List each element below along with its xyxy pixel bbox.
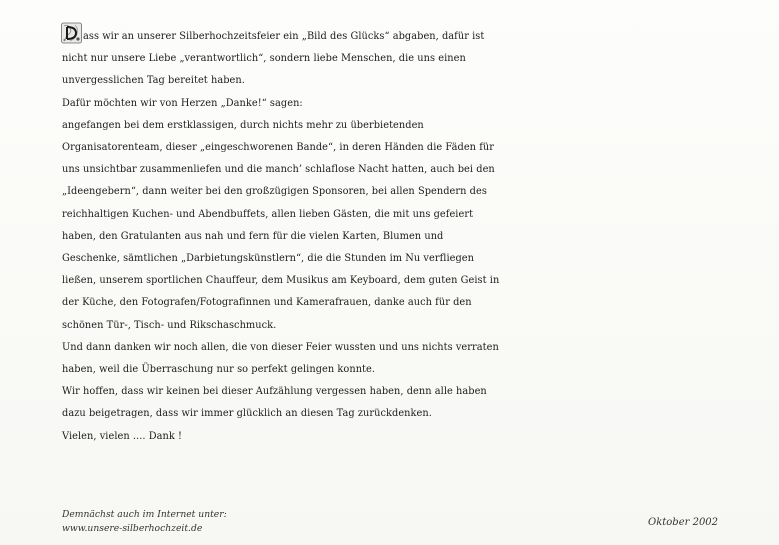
letter-line-17: Wir hoffen, dass wir keinen bei dieser Aufzählung vergessen haben, denn alle haben — [62, 386, 487, 398]
letter-line-6: Organisatorenteam, dieser „eingeschworenen Bande“, in deren Händen die Fäden für — [62, 142, 494, 154]
letter-line-18: dazu beigetragen, dass wir immer glücklich an diesen Tag zurückdenken. — [62, 408, 432, 420]
letter-line-1 — [62, 22, 774, 48]
letter-line-1-text: ass wir an unserer Silberhochzeitsfeier ein „Bild des Glücks“ abgaben, dafür ist — [83, 31, 485, 42]
internet-label: Demnächst auch im Internet unter: — [62, 509, 227, 520]
letter-line-19: Vielen, vielen .... Dank ! — [62, 430, 182, 442]
letter-line-2: nicht nur unsere Liebe „verantwortlich“, sondern liebe Menschen, die uns einen — [62, 53, 466, 65]
letter-line-15: Und dann danken wir noch allen, die von dieser Feier wussten und uns nichts verraten — [62, 341, 499, 353]
footer-internet-note — [62, 508, 227, 536]
letter-line-11: Geschenke, sämtlichen „Darbietungskünstlern“, die die Stunden im Nu verfliegen — [62, 253, 475, 265]
letter-line-8: „Ideengebern“, dann weiter bei den großzügigen Sponsoren, bei allen Spendern des — [62, 186, 487, 198]
letter-line-7: uns unsichtbar zusammenliefen und die manch’ schlaflose Nacht hatten, auch bei den — [62, 164, 495, 176]
letter-line-16: haben, weil die Überraschung nur so perfekt gelingen konnte. — [62, 364, 376, 376]
website-url[interactable]: www.unsere-silberhochzeit.de — [62, 523, 203, 534]
letter-line-3: unvergesslichen Tag bereitet haben. — [62, 75, 245, 87]
letter-line-9: reichhaltigen Kuchen- und Abendbuffets, allen lieben Gästen, die mit uns gefeiert — [62, 208, 474, 220]
thank-you-letter — [62, 22, 774, 448]
letter-line-12: ließen, unserem sportlichen Chauffeur, dem Musikus am Keyboard, dem guten Geist in — [62, 275, 500, 287]
letter-line-4: Dafür möchten wir von Herzen „Danke!“ sagen: — [62, 97, 303, 109]
ornamental-d-dropcap-icon — [61, 22, 82, 44]
letter-line-13: der Küche, den Fotografen/Fotografinnen und Kamerafrauen, danke auch für den — [62, 297, 472, 309]
letter-line-10: haben, den Gratulanten aus nah und fern für die vielen Karten, Blumen und — [62, 230, 444, 242]
letter-line-5: angefangen bei dem erstklassigen, durch nichts mehr zu überbietenden — [62, 119, 424, 131]
letter-line-14: schönen Tür-, Tisch- und Rikschaschmuck. — [62, 319, 277, 331]
letter-date: Oktober 2002 — [648, 517, 719, 528]
